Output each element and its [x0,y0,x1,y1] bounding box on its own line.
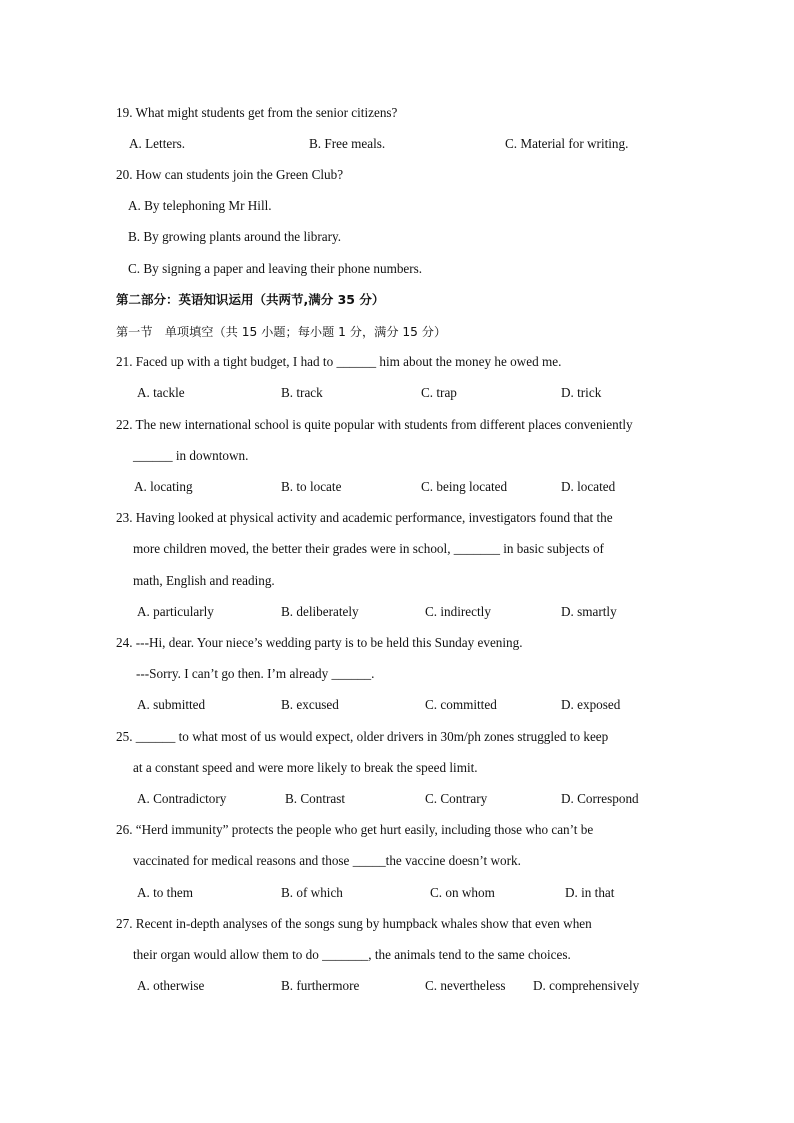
q19-option-b: B. Free meals. [309,136,386,151]
part2-title: 第二部分：英语知识运用（共两节,满分 35 分） [116,292,385,307]
q26-option-b: B. of which [281,885,343,900]
q25-option-b: B. Contrast [285,791,346,806]
q25-stem-line2: at a constant speed and were more likely to break the speed limit. [133,760,478,775]
q22-stem-line1: 22. The new international school is quite popular with students from different places conveniently [116,417,633,432]
q27-option-c: C. nevertheless [425,978,506,993]
q27-stem-line1: 27. Recent in-depth analyses of the songs sung by humpback whales show that even when [116,916,592,931]
q24-option-b: B. excused [281,697,339,712]
q22-option-d: D. located [561,479,616,494]
q20-option-a: A. By telephoning Mr Hill. [128,198,272,213]
q20-option-b: B. By growing plants around the library. [128,229,342,244]
q21-stem: 21. Faced up with a tight budget, I had to ______ him about the money he owed me. [116,354,562,369]
q25-option-a: A. Contradictory [137,791,227,806]
q27-option-d: D. comprehensively [533,978,640,993]
q25-option-d: D. Correspond [561,791,639,806]
q23-stem-line2: more children moved, the better their grades were in school, _______ in basic subjects of [133,541,604,556]
q26-option-c: C. on whom [430,885,495,900]
q27-stem-line2: their organ would allow them to do _______, the animals tend to the same choices. [133,947,571,962]
q23-option-d: D. smartly [561,604,617,619]
q23-option-b: B. deliberately [281,604,359,619]
q26-option-a: A. to them [137,885,194,900]
q23-option-c: C. indirectly [425,604,491,619]
q25-option-c: C. Contrary [425,791,488,806]
q24-option-d: D. exposed [561,697,621,712]
q21-option-c: C. trap [421,385,457,400]
q20-option-c: C. By signing a paper and leaving their phone numbers. [128,261,423,276]
q26-option-d: D. in that [565,885,615,900]
q24-stem-line2: ---Sorry. I can’t go then. I’m already ______. [136,666,375,681]
q27-option-a: A. otherwise [137,978,205,993]
q23-option-a: A. particularly [137,604,214,619]
q21-option-d: D. trick [561,385,602,400]
q22-option-c: C. being located [421,479,508,494]
q21-option-b: B. track [281,385,323,400]
q24-option-c: C. committed [425,697,497,712]
section1-title: 第一节 单项填空（共 15 小题；每小题 1 分，满分 15 分） [116,325,447,339]
q22-stem-line2: ______ in downtown. [133,448,249,463]
q24-option-a: A. submitted [137,697,206,712]
q19-option-a: A. Letters. [129,136,186,151]
q26-stem-line1: 26. “Herd immunity” protects the people who get hurt easily, including those who can’t be [116,822,594,837]
q19-stem: 19. What might students get from the senior citizens? [116,105,398,120]
q22-option-a: A. locating [134,479,193,494]
q24-stem-line1: 24. ---Hi, dear. Your niece’s wedding party is to be held this Sunday evening. [116,635,523,650]
q21-option-a: A. tackle [137,385,185,400]
q20-stem: 20. How can students join the Green Club? [116,167,344,182]
q23-stem-line1: 23. Having looked at physical activity and academic performance, investigators found that the [116,510,613,525]
q22-option-b: B. to locate [281,479,342,494]
q26-stem-line2: vaccinated for medical reasons and those _____the vaccine doesn’t work. [133,853,521,868]
q19-option-c: C. Material for writing. [505,136,629,151]
q25-stem-line1: 25. ______ to what most of us would expect, older drivers in 30m/ph zones struggled to keep [116,729,609,744]
q27-option-b: B. furthermore [281,978,360,993]
q23-stem-line3: math, English and reading. [133,573,275,588]
